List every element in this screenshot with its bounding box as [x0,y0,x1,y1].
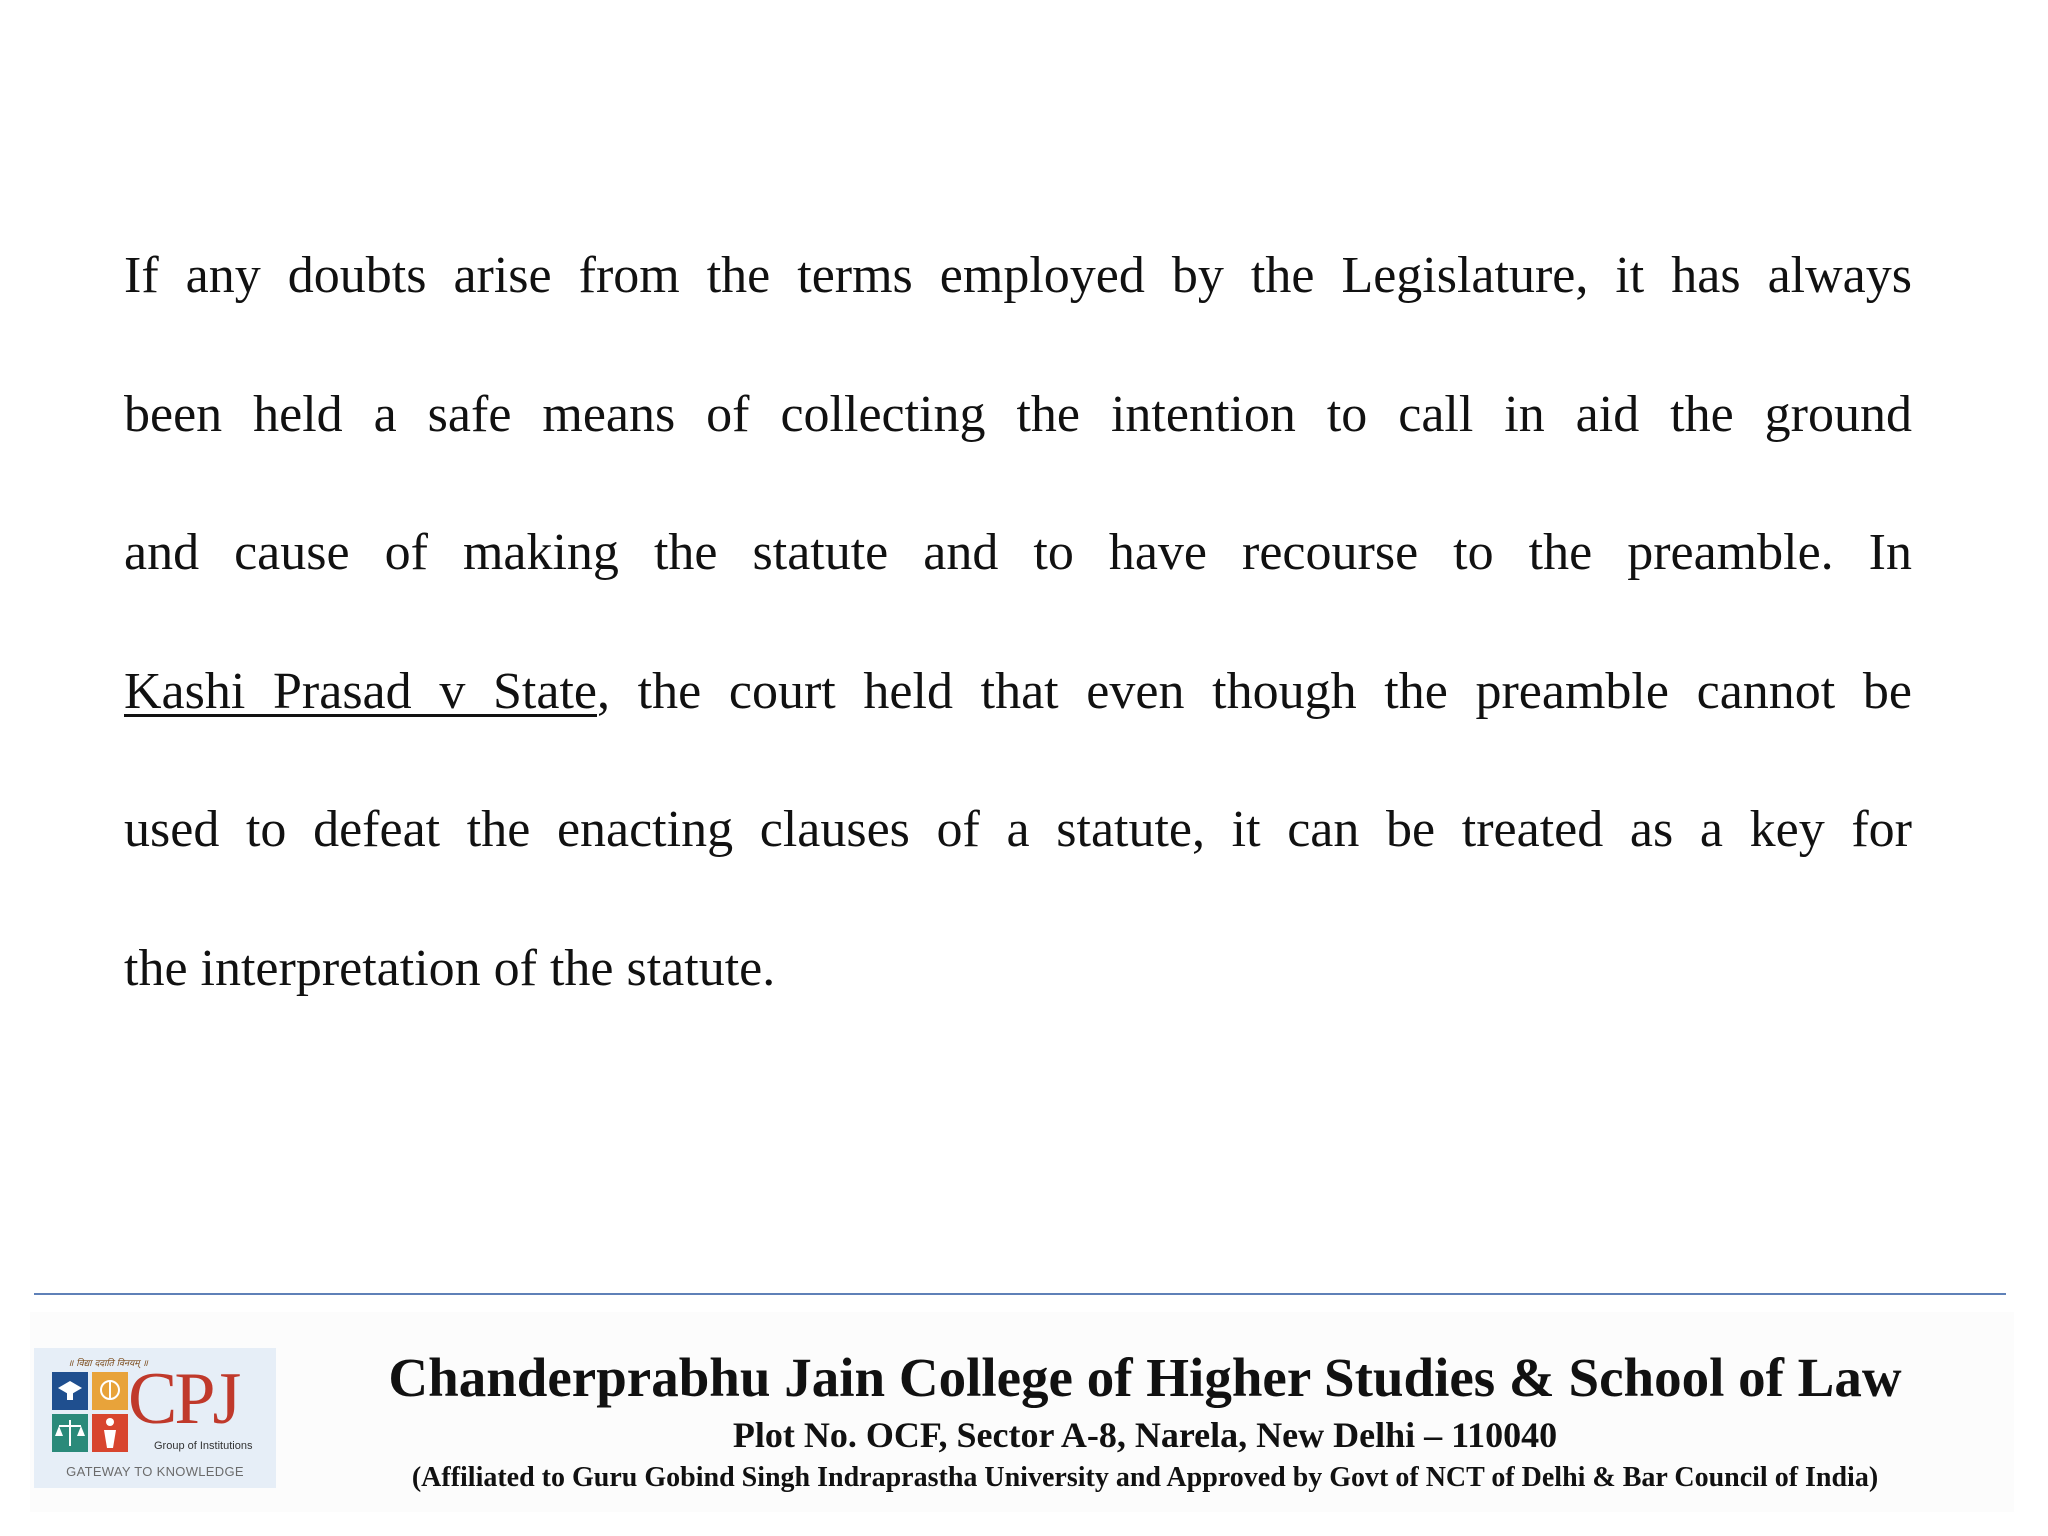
slide-body-text [124,228,1912,1059]
logo-group-text: Group of Institutions [154,1440,253,1452]
paragraph-line-case [124,644,1912,783]
footer-institution-info [290,1343,2000,1499]
college-affiliation: (Affiliated to Guru Gobind Singh Indraprastha University and Approved by Govt of NCT of Delhi & Bar Council of India) [411,1462,1879,1493]
case-citation: Kashi Prasad v State [124,662,597,720]
paragraph-text: , the court held that even though the preamble cannot be [596,662,1912,720]
logo-wordmark: CPJ [128,1358,239,1440]
college-name: Chanderprabhu Jain College of Higher Studies & School of Law [388,1347,1902,1408]
paragraph-line: the interpretation of the statute. [124,939,776,997]
footer-divider [34,1293,2006,1295]
logo-emblem-icon [50,1370,130,1456]
college-logo [34,1348,276,1488]
logo-motto: ॥ विद्या ददाति विनयम् ॥ [68,1359,148,1369]
college-address: Plot No. OCF, Sector A-8, Narela, New Delhi – 110040 [732,1415,1558,1455]
paragraph-line: If any doubts arise from the terms employed by the Legislature, it has always [124,247,1912,304]
paragraph-line: used to defeat the enacting clauses of a statute, it can be treated as a key for [124,801,1912,858]
paragraph-line: and cause of making the statute and to have recourse to the preamble. In [124,524,1912,581]
logo-gateway-text: GATEWAY TO KNOWLEDGE [66,1464,244,1479]
paragraph-line: been held a safe means of collecting the intention to call in aid the ground [124,385,1912,443]
